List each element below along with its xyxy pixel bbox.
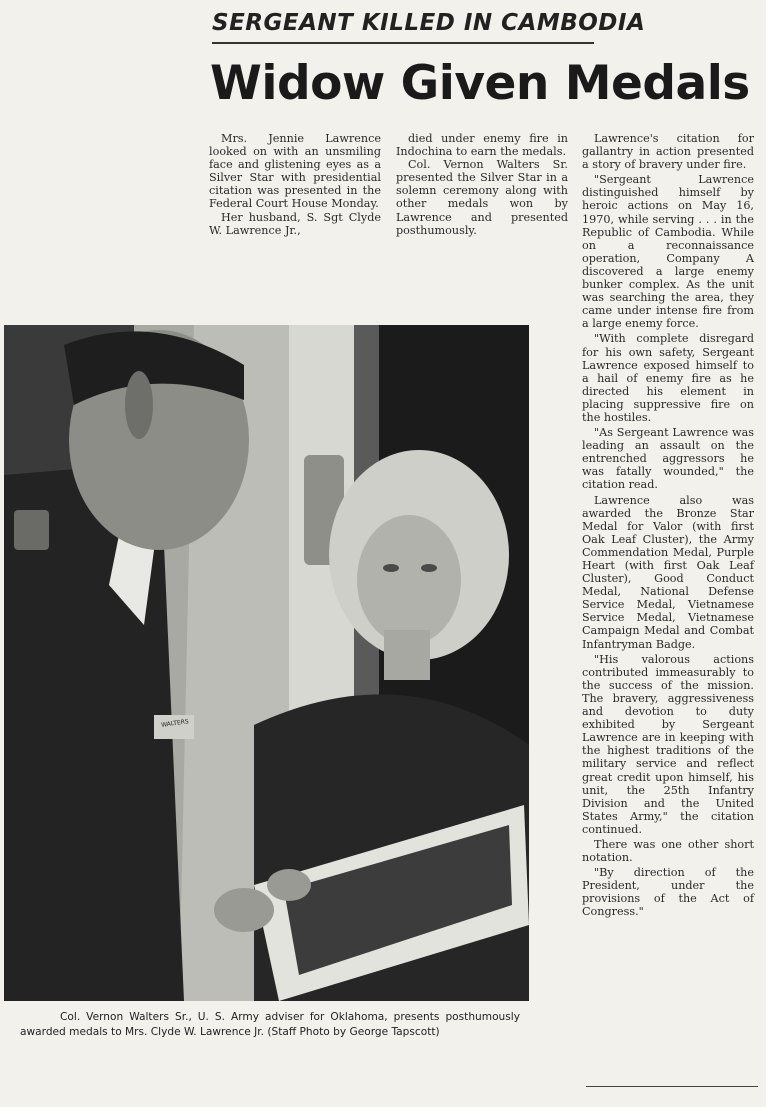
paragraph: Mrs. Jennie Lawrence looked on with an unsmiling face and glistening eyes as a Silver Star with presidential citation was presented in the Federal Court House Monday. <box>209 132 381 211</box>
paragraph: "With complete disregard for his own safety, Sergeant Lawrence exposed himself to a hail of enemy fire as he directed his element in placing suppressive fire on the hostiles. <box>582 332 754 424</box>
paragraph: "As Sergeant Lawrence was leading an assault on the entrenched aggressors he was fatally wounded," the citation read. <box>582 426 754 492</box>
text-column-1 <box>209 132 381 237</box>
uniform-name-tag: WALTERS <box>160 718 190 729</box>
paragraph: Lawrence also was awarded the Bronze Star Medal for Valor (with first Oak Leaf Cluster), the Army Commendation Medal, Purple Heart (with first Oak Leaf Cluster), Good Conduct Medal, National Defense Service Medal, Vietnamese Service Medal, Vietnamese Campaign Medal and Combat Infantryman Badge. <box>582 493 754 651</box>
text-column-2 <box>396 132 568 237</box>
paragraph: died under enemy fire in Indochina to earn the medals. <box>396 132 568 159</box>
text-column-3 <box>582 132 754 921</box>
news-photo <box>4 325 529 1001</box>
paragraph: "His valorous actions contributed immeasurably to the success of the mission. The bravery, aggressiveness and devotion to duty exhibited by Sergeant Lawrence are in keeping with the highest traditions of the military service and reflect great credit upon himself, his unit, the 25th Infantry Division and the United States Army," the citation continued. <box>582 652 754 836</box>
paragraph: There was one other short notation. <box>582 837 754 865</box>
paragraph: Lawrence's citation for gallantry in action presented a story of bravery under fire. <box>582 132 754 172</box>
paragraph: "By direction of the President, under the provisions of the Act of Congress." <box>582 866 754 919</box>
paragraph: Col. Vernon Walters Sr. presented the Silver Star in a solemn ceremony along with other medals won by Lawrence and presented posthumously. <box>396 158 568 237</box>
paragraph: "Sergeant Lawrence distinguished himself by heroic actions on May 16, 1970, while serving . . . in the Republic of Cambodia. While on a reconnaissance operation, Company A discovered a large enemy bunker complex. As the unit was searching the area, they came under intense fire from a large enemy force. <box>582 173 754 331</box>
article-headline: Widow Given Medals <box>210 56 750 111</box>
paragraph: Her husband, S. Sgt Clyde W. Lawrence Jr., <box>209 210 381 237</box>
article-kicker: SERGEANT KILLED IN CAMBODIA <box>212 8 594 44</box>
column-end-rule <box>586 1086 758 1087</box>
photo-caption: Col. Vernon Walters Sr., U. S. Army adviser for Oklahoma, presents posthumously awarded medals to Mrs. Clyde W. Lawrence Jr. (Staff Photo by George Tapscott) <box>20 1011 520 1038</box>
